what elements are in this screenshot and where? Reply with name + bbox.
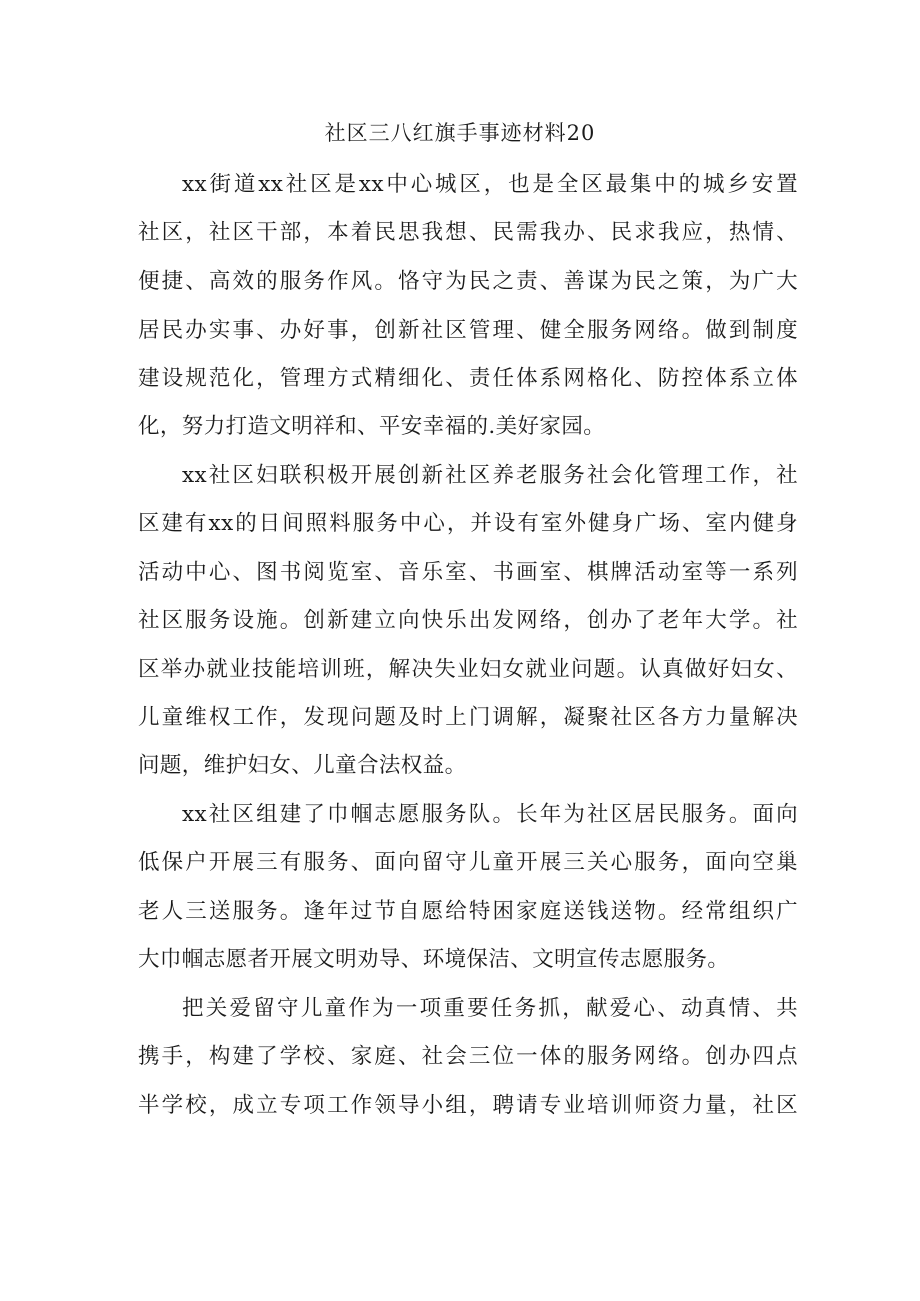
paragraph-line: 居民办实事、办好事，创新社区管理、健全服务网络。做到制度 <box>138 318 798 343</box>
paragraph-line: 低保户开展三有服务、面向留守儿童开展三关心服务，面向空巢 <box>138 850 798 875</box>
paragraph-line: 建设规范化，管理方式精细化、责任体系网格化、防控体系立体 <box>138 366 798 391</box>
paragraph-line: 老人三送服务。逢年过节自愿给特困家庭送钱送物。经常组织广 <box>138 899 798 924</box>
paragraph-line: 区举办就业技能培训班，解决失业妇女就业问题。认真做好妇女、 <box>138 657 798 682</box>
paragraph-line: 活动中心、图书阅览室、音乐室、书画室、棋牌活动室等一系列 <box>138 560 798 585</box>
paragraph-line: 把关爱留守儿童作为一项重要任务抓，献爱心、动真情、共 <box>182 996 798 1021</box>
document-title: 社区三八红旗手事迹材料20 <box>324 121 596 145</box>
paragraph-line: 儿童维权工作，发现问题及时上门调解，凝聚社区各方力量解决 <box>138 705 798 730</box>
paragraph-line: xx社区妇联积极开展创新社区养老服务社会化管理工作，社 <box>182 463 798 488</box>
paragraph-line: 化，努力打造文明祥和、平安幸福的.美好家园。 <box>138 414 606 439</box>
paragraph-line: 半学校，成立专项工作领导小组，聘请专业培训师资力量，社区 <box>138 1093 798 1118</box>
paragraph-line: xx街道xx社区是xx中心城区，也是全区最集中的城乡安置 <box>182 172 798 197</box>
paragraph-line: 社区，社区干部，本着民思我想、民需我办、民求我应，热情、 <box>138 220 798 245</box>
paragraph-line: 社区服务设施。创新建立向快乐出发网络，创办了老年大学。社 <box>138 608 798 633</box>
paragraph-line: 大巾帼志愿者开展文明劝导、环境保洁、文明宣传志愿服务。 <box>138 947 730 972</box>
paragraph-line: 区建有xx的日间照料服务中心，并设有室外健身广场、室内健身 <box>138 511 798 536</box>
paragraph-line: 便捷、高效的服务作风。恪守为民之责、善谋为民之策，为广大 <box>138 269 798 294</box>
paragraph-line: 问题，维护妇女、儿童合法权益。 <box>138 753 467 778</box>
paragraph-line: 携手，构建了学校、家庭、社会三位一体的服务网络。创办四点 <box>138 1044 798 1069</box>
paragraph-line: xx社区组建了巾帼志愿服务队。长年为社区居民服务。面向 <box>182 802 798 827</box>
